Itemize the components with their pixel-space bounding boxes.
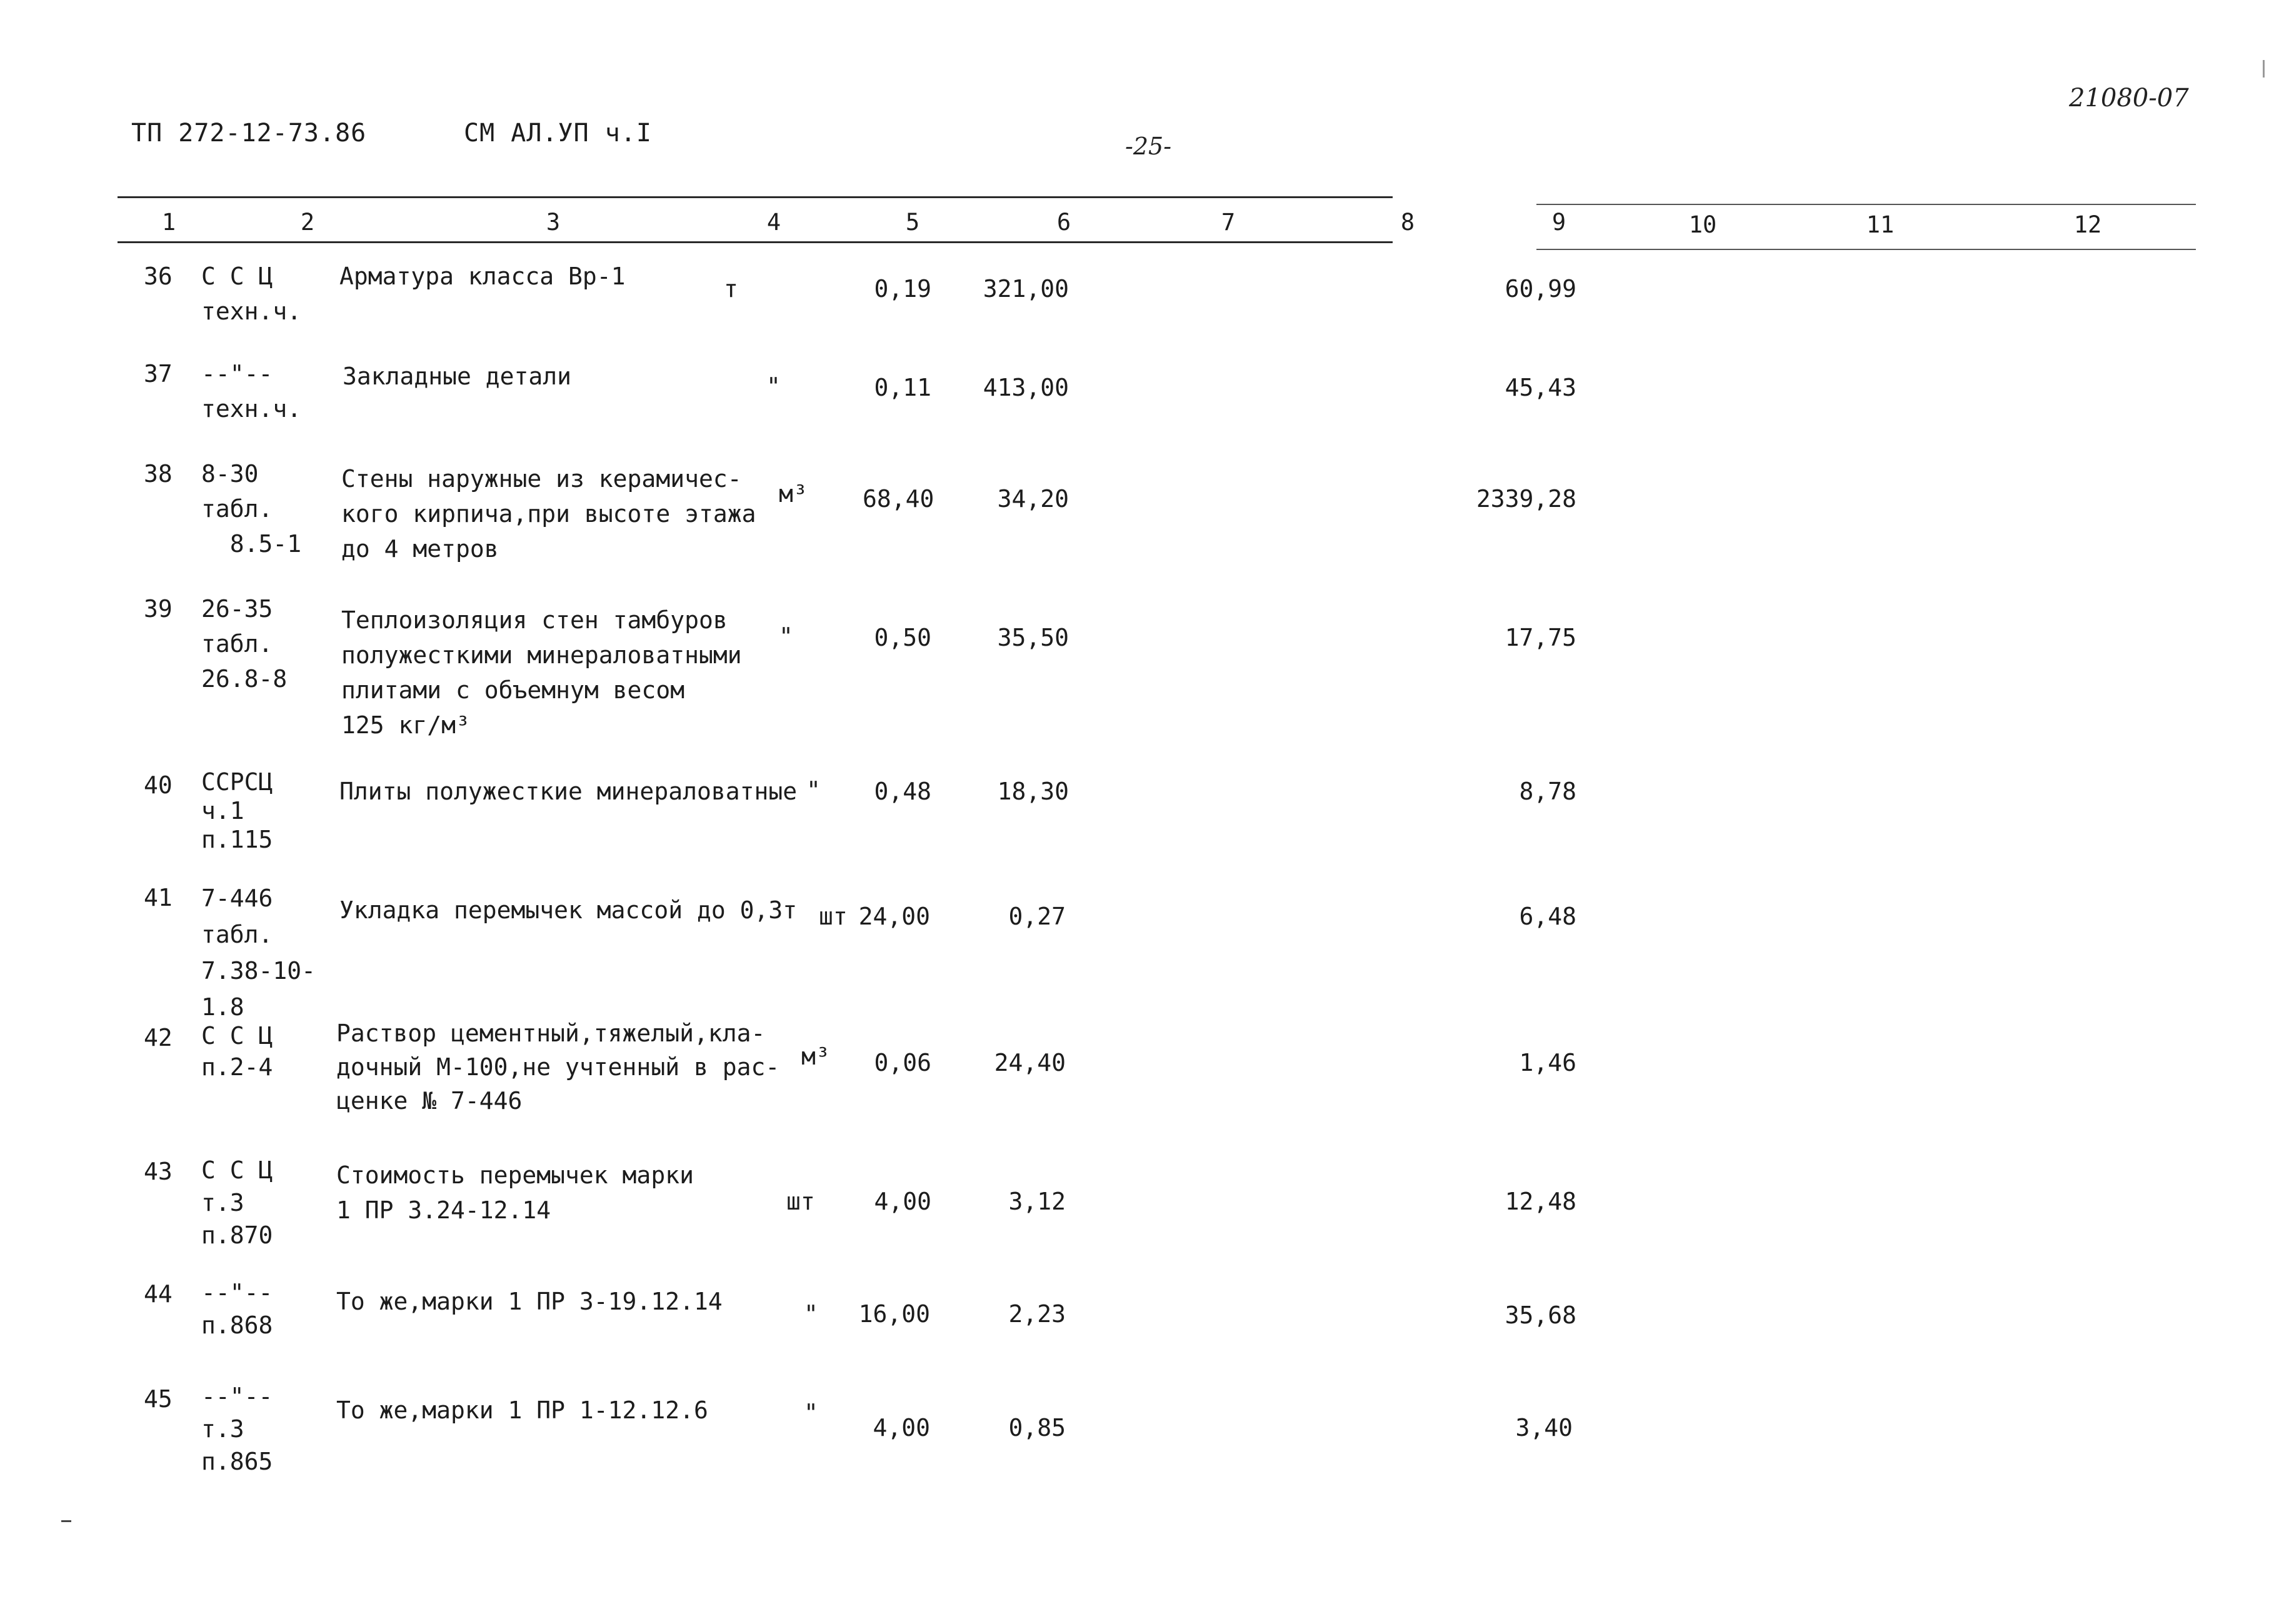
unit-price: 24,40: [994, 1049, 1066, 1076]
column-number: 6: [1056, 209, 1071, 236]
column-number: 11: [1866, 211, 1895, 238]
quantity: 4,00: [874, 1188, 931, 1215]
unit-price: 2,23: [1008, 1300, 1066, 1328]
header-top-rule-left: [118, 196, 1393, 198]
unit: ": [804, 1300, 818, 1328]
header-bottom-rule-right: [1536, 249, 2196, 250]
column-number: 12: [2073, 211, 2102, 238]
unit: м³: [779, 480, 808, 508]
unit: м³: [801, 1043, 830, 1070]
page-number: -25-: [1125, 133, 1172, 160]
quantity: 0,11: [874, 374, 931, 401]
rate-code: --"-- п.868: [201, 1279, 273, 1339]
column-number: 8: [1400, 209, 1415, 236]
row-number: 36: [144, 263, 173, 290]
unit: ": [806, 776, 821, 804]
work-description: Плиты полужесткие минераловатные: [339, 778, 798, 805]
document-section: СМ АЛ.УП ч.I: [464, 119, 652, 148]
total-cost: 3,40: [1515, 1414, 1573, 1441]
edge-mark: [2263, 60, 2265, 78]
rate-code: ССРСЦ ч.1 п.115: [201, 768, 273, 853]
total-cost: 17,75: [1505, 624, 1576, 651]
archive-stamp: 21080-07: [2069, 84, 2189, 113]
quantity: 4,00: [873, 1414, 930, 1441]
work-description: Стены наружные из керамичес- кого кирпича,при высоте этажа до 4 метров: [341, 465, 756, 563]
header-top-rule-right: [1536, 204, 2196, 205]
column-number: 3: [546, 209, 561, 236]
rate-code: 26-35 табл. 26.8-8: [201, 595, 288, 693]
rate-code: С С Ц п.2-4: [201, 1022, 273, 1081]
row-number: 38: [144, 460, 173, 488]
unit-price: 18,30: [997, 778, 1069, 805]
total-cost: 8,78: [1519, 778, 1576, 805]
row-number: 44: [144, 1280, 173, 1308]
quantity: 0,06: [874, 1049, 931, 1076]
rate-code: С С Ц т.3 п.870: [201, 1156, 273, 1249]
row-number: 43: [144, 1158, 173, 1185]
unit: т: [724, 275, 738, 303]
quantity: 0,50: [874, 624, 931, 651]
row-number: 41: [144, 884, 173, 911]
row-number: 39: [144, 595, 173, 623]
unit: ": [779, 623, 793, 650]
unit: ": [804, 1399, 818, 1426]
work-description: Раствор цементный,тяжелый,кла- дочный М-100,не учтенный в рас- ценке № 7-446: [336, 1020, 780, 1115]
total-cost: 6,48: [1519, 903, 1576, 930]
rate-code: С С Ц техн.ч.: [201, 263, 302, 325]
quantity: 24,00: [858, 903, 930, 930]
rate-code: 8-30 табл. 8.5-1: [201, 460, 302, 558]
work-description: Теплоизоляция стен тамбуров полужесткими минераловатными плитами с объемнум весом 125 кг/м³: [341, 606, 742, 739]
row-number: 42: [144, 1024, 173, 1051]
unit-price: 413,00: [983, 374, 1069, 401]
total-cost: 2339,28: [1476, 485, 1576, 513]
unit: ": [766, 373, 781, 400]
column-number: 7: [1221, 209, 1236, 236]
total-cost: 1,46: [1519, 1049, 1576, 1076]
unit-price: 3,12: [1008, 1188, 1066, 1215]
unit-price: 35,50: [997, 624, 1069, 651]
column-number: 1: [161, 209, 176, 236]
header-bottom-rule-left: [118, 241, 1393, 243]
column-number: 4: [766, 209, 781, 236]
rate-code: --"-- техн.ч.: [201, 360, 302, 423]
rate-code: --"-- т.3 п.865: [201, 1383, 273, 1475]
total-cost: 45,43: [1505, 374, 1576, 401]
unit-price: 0,27: [1008, 903, 1066, 930]
total-cost: 12,48: [1505, 1188, 1576, 1215]
unit-price: 321,00: [983, 275, 1069, 303]
work-description: Стоимость перемычек марки 1 ПР 3.24-12.14: [336, 1161, 694, 1224]
total-cost: 35,68: [1505, 1301, 1576, 1329]
quantity: 0,48: [874, 778, 931, 805]
work-description: То же,марки 1 ПР 1-12.12.6: [336, 1396, 708, 1424]
row-number: 40: [144, 771, 173, 799]
quantity: 68,40: [863, 485, 934, 513]
edge-mark-left: [61, 1520, 71, 1522]
work-description: Арматура класса Вр-1: [339, 263, 626, 290]
row-number: 45: [144, 1385, 173, 1413]
work-description: Закладные детали: [343, 363, 572, 390]
column-number: 10: [1688, 211, 1717, 238]
row-number: 37: [144, 360, 173, 388]
unit: шт: [819, 903, 848, 930]
work-description: То же,марки 1 ПР 3-19.12.14: [336, 1288, 723, 1315]
unit: шт: [786, 1188, 815, 1215]
column-number: 2: [300, 209, 315, 236]
unit-price: 34,20: [997, 485, 1069, 513]
total-cost: 60,99: [1505, 275, 1576, 303]
work-description: Укладка перемычек массой до 0,3т: [339, 896, 798, 924]
unit-price: 0,85: [1008, 1414, 1066, 1441]
document-code: ТП 272-12-73.86: [131, 119, 367, 148]
rate-code: 7-446 табл. 7.38-10- 1.8: [201, 885, 316, 1021]
quantity: 16,00: [858, 1300, 930, 1328]
column-number: 5: [905, 209, 920, 236]
quantity: 0,19: [874, 275, 931, 303]
column-number: 9: [1551, 209, 1566, 236]
